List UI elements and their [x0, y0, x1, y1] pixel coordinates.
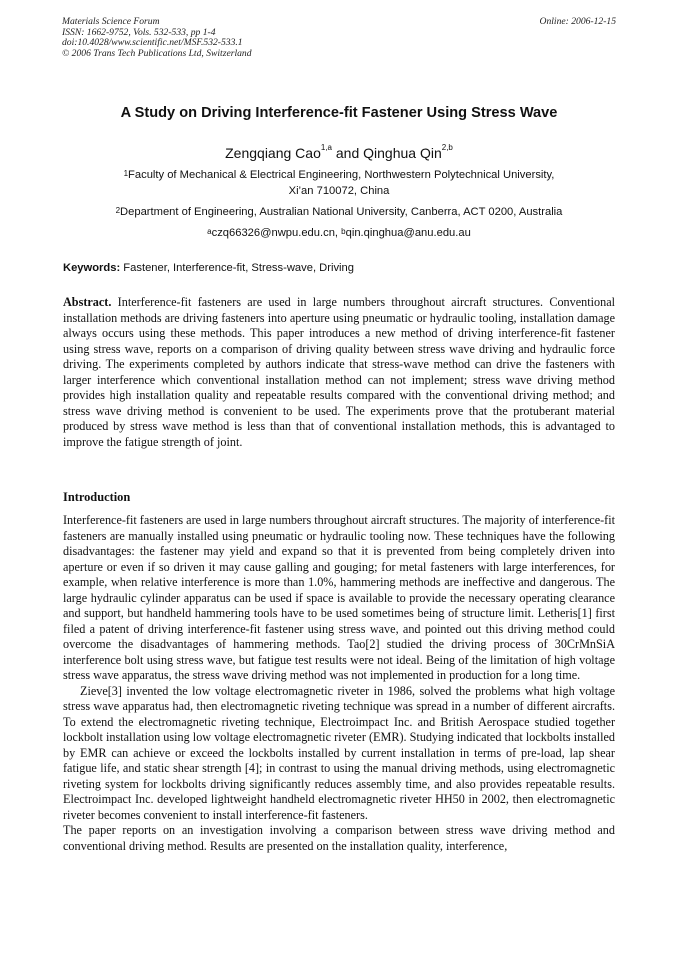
section-heading-introduction: Introduction: [63, 490, 131, 504]
keywords-text: Fastener, Interference-fit, Stress-wave, Driving: [120, 262, 354, 274]
author-name: Qinghua Qin: [363, 145, 442, 161]
email-address: czq66326@nwpu.edu.cn,: [211, 227, 342, 239]
email-line: [0, 226, 678, 242]
affiliation-text: Faculty of Mechanical & Electrical Engineering, Northwestern Polytechnical University,: [128, 169, 555, 181]
author-line: [0, 145, 678, 161]
abstract-label: Abstract.: [63, 295, 112, 309]
author-superscript: 1,a: [320, 143, 332, 152]
keywords-label: Keywords:: [63, 262, 121, 274]
author-conjunction: and: [332, 145, 364, 161]
paragraph: The paper reports on an investigation involving a comparison between stress wave driving method and conventional driving method. Results are presented on the installation quality, interference,: [63, 823, 615, 853]
keywords: [63, 262, 354, 274]
issn-line: ISSN: 1662-9752, Vols. 532-533, pp 1-4: [62, 26, 216, 38]
introduction-body: [63, 513, 615, 854]
author-name: Zengqiang Cao: [225, 145, 321, 161]
paragraph: Interference-fit fasteners are used in large numbers throughout aircraft structures. The majority of interference-fit fasteners are manually installed using pneumatic or hydraulic tooling now. These techniques have the following disadvantages: the fastener may yield and expand so that it is prevented from being completely driven into aperture or even if so driven it may cause galling and gouging; for metal fasteners with large interferences, for example, when relative interference is more than 1.0%, hammering methods are ineffective and dangerous. The large hydraulic cylinder apparatus can be used if space is available to provide the necessary operating clearance and support, but handheld hammering tools have to be used sometimes being of structure limit. Letheris[1] first filed a patent of driving interference-fit fastener using stress wave, and pointed out this driving method could overcome the disadvantages of hammering methods. Tao[2] studied the driving process of 30CrMnSiA interference bolt using stress wave, but fatigue test results were not ideal. Being of the limitation of high voltage stress wave apparatus, the stress wave driving method was not implemented in production for a long time.: [63, 513, 615, 682]
copyright-line: © 2006 Trans Tech Publications Ltd, Switzerland: [62, 47, 252, 59]
affiliation-text: Xi’an 710072, China: [288, 184, 390, 197]
email-superscript: a: [207, 227, 212, 236]
doi-line: doi:10.4028/www.scientific.net/MSF.532-533.1: [62, 37, 243, 48]
email-superscript: b: [341, 227, 346, 236]
affiliation-text: Department of Engineering, Australian National University, Canberra, ACT 0200, Australia: [120, 206, 563, 218]
paper-title: A Study on Driving Interference-fit Fastener Using Stress Wave: [120, 105, 558, 121]
affiliation-1: [0, 168, 678, 199]
paragraph: Zieve[3] invented the low voltage electromagnetic riveter in 1986, solved the problems what high voltage stress wave apparatus had, then electromagnetic riveting technique was spread in a number of different aircrafts. To extend the electromagnetic riveting technique, Electroimpact Inc. and British Aerospace studied together lockbolt installation using low voltage electromagnetic riveter (EMR). Studying indicated that lockbolts installed by EMR can achieve or exceed the lockbolts installed by current installation in terms of pre-load, lap shear fatigue life, and static shear strength [4]; in contrast to using the manual driving methods, using electromagnetic riveting system for lockbolts driving significantly reduces assembly time, and also provides repeatable results. Electroimpact Inc. developed lightweight handheld electromagnetic riveter HH50 in 2002, then electromagnetic riveter becomes convenient to install interference-fit fasteners.: [63, 683, 615, 822]
author-superscript: 2,b: [441, 143, 453, 152]
journal-name: Materials Science Forum: [62, 16, 160, 27]
running-header: [62, 17, 616, 59]
email-address: qin.qinghua@anu.edu.au: [345, 227, 471, 239]
abstract-text: Interference-fit fasteners are used in large numbers throughout aircraft structures. Conventional installation methods are driving fasteners into aperture using pneumatic or hydraulic tooling, installation damage always occurs using these methods. This paper introduces a new method of driving interference-fit fastener using stress wave, reports on a comparison of driving quality between stress wave driving and hydraulic force driving. The experiments completed by authors indicate that stress-wave method can drive the fasteners with larger interference which conventional installation method can not implement; stress wave driving method provides high installation quality and repeatable results compared with the conventional driving method; and stress wave driving method is convenient to be used. The experiments prove that the protuberant material produced by stress wave method is less than that of conventional installation methods, this is advantaged to improve the fatigue strength of joint.: [63, 295, 615, 449]
affiliation-superscript: 2: [115, 206, 121, 215]
abstract: [63, 295, 615, 450]
affiliation-superscript: 1: [123, 169, 129, 178]
online-date: Online: 2006-12-15: [539, 16, 616, 27]
affiliation-2: [0, 205, 678, 221]
